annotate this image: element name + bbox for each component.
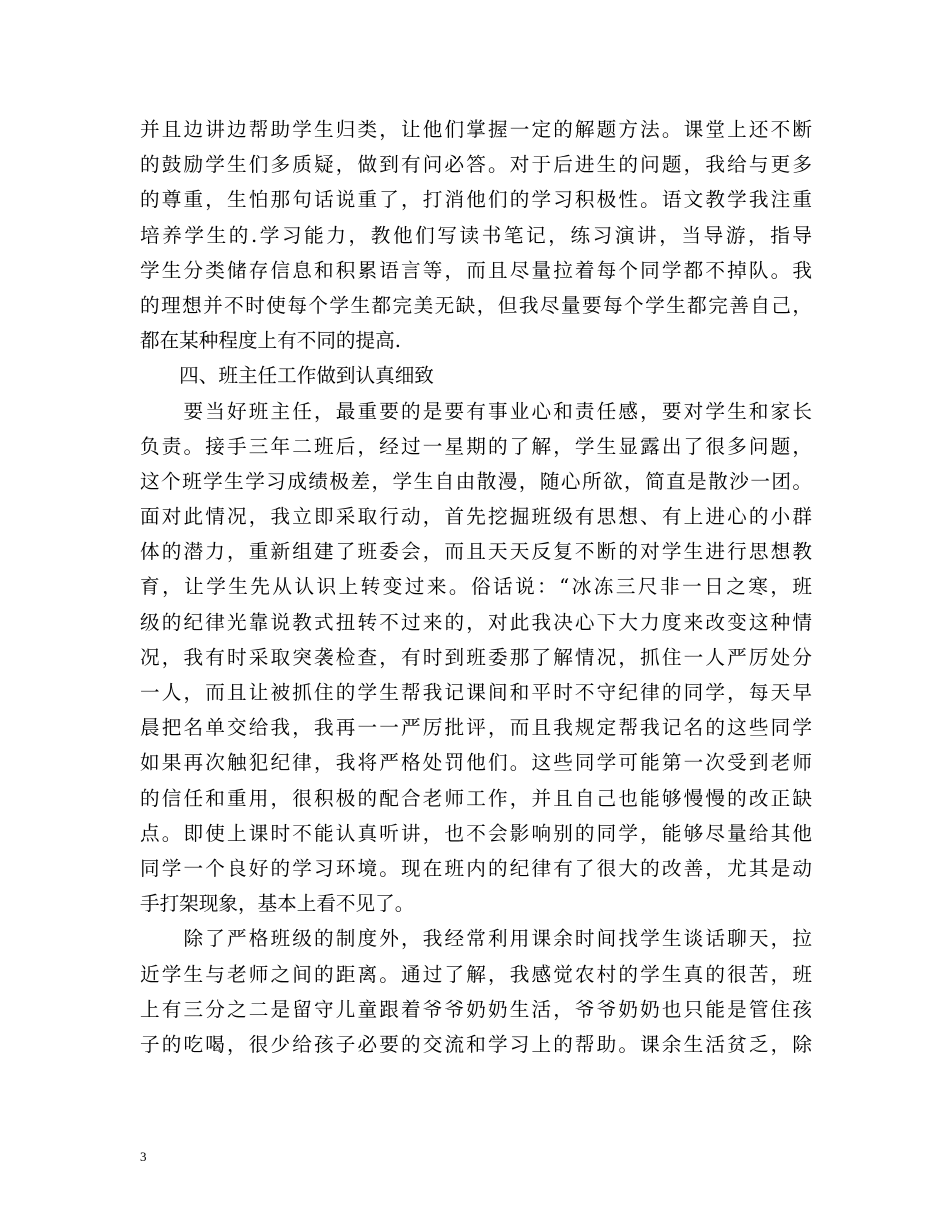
text-line: 的信任和重用，很积极的配合老师工作，并且自己也能够慢慢的改正缺 bbox=[140, 786, 812, 810]
text-line: 手打架现象，基本上看不见了。 bbox=[140, 892, 415, 916]
text-line: 都在某种程度上有不同的提高. bbox=[140, 329, 401, 353]
text-line: 四、班主任工作做到认真细致 bbox=[140, 364, 434, 388]
text-line: 况，我有时采取突袭检查，有时到班委那了解情况，抓住一人严厉处分 bbox=[140, 645, 812, 669]
text-line: 并且边讲边帮助学生归类，让他们掌握一定的解题方法。课堂上还不断 bbox=[140, 118, 812, 141]
text-line: 这个班学生学习成绩极差，学生自由散漫，随心所欲，简直是散沙一团。 bbox=[140, 469, 812, 493]
text-line: 如果再次触犯纪律，我将严格处罚他们。这些同学可能第一次受到老师 bbox=[140, 751, 812, 775]
body-text bbox=[140, 112, 812, 1062]
text-line: 负责。接手三年二班后，经过一星期的了解，学生显露出了很多问题， bbox=[140, 434, 812, 458]
text-line: 培养学生的.学习能力，教他们写读书笔记，练习演讲，当导游，指导 bbox=[140, 223, 812, 247]
page-number: 3 bbox=[140, 1149, 147, 1164]
text-line: 除了严格班级的制度外，我经常利用课余时间找学生谈话聊天，拉 bbox=[140, 927, 812, 951]
text-line: 体的潜力，重新组建了班委会，而且天天反复不断的对学生进行思想教 bbox=[140, 540, 812, 564]
text-line: 的理想并不时使每个学生都完美无缺，但我尽量要每个学生都完善自己， bbox=[140, 293, 812, 317]
text-line: 面对此情况，我立即采取行动，首先挖掘班级有思想、有上进心的小群 bbox=[140, 505, 812, 529]
text-line: 的鼓励学生们多质疑，做到有问必答。对于后进生的问题，我给与更多 bbox=[140, 153, 812, 177]
text-line: 的尊重，生怕那句话说重了，打消他们的学习积极性。语文教学我注重 bbox=[140, 188, 812, 212]
text-line: 上有三分之二是留守儿童跟着爷爷奶奶生活，爷爷奶奶也只能是管住孩 bbox=[140, 997, 812, 1021]
text-line: 学生分类储存信息和积累语言等，而且尽量拉着每个同学都不掉队。我 bbox=[140, 258, 812, 282]
text-line: 点。即使上课时不能认真听讲，也不会影响别的同学，能够尽量给其他 bbox=[140, 821, 812, 845]
text-line: 一人，而且让被抓住的学生帮我记课间和平时不守纪律的同学，每天早 bbox=[140, 681, 812, 704]
text-line: 要当好班主任，最重要的是要有事业心和责任感，要对学生和家长 bbox=[140, 399, 812, 423]
text-line: 同学一个良好的学习环境。现在班内的纪律有了很大的改善，尤其是动 bbox=[140, 856, 812, 880]
text-line: 育，让学生先从认识上转变过来。俗话说：“冰冻三尺非一日之寒，班 bbox=[140, 575, 812, 599]
text-line: 晨把名单交给我，我再一一严厉批评，而且我规定帮我记名的这些同学 bbox=[140, 716, 812, 740]
text-line: 级的纪律光靠说教式扭转不过来的，对此我决心下大力度来改变这种情 bbox=[140, 610, 812, 634]
text-line: 近学生与老师之间的距离。通过了解，我感觉农村的学生真的很苦，班 bbox=[140, 962, 812, 986]
text-line: 子的吃喝，很少给孩子必要的交流和学习上的帮助。课余生活贫乏，除 bbox=[140, 1032, 812, 1056]
